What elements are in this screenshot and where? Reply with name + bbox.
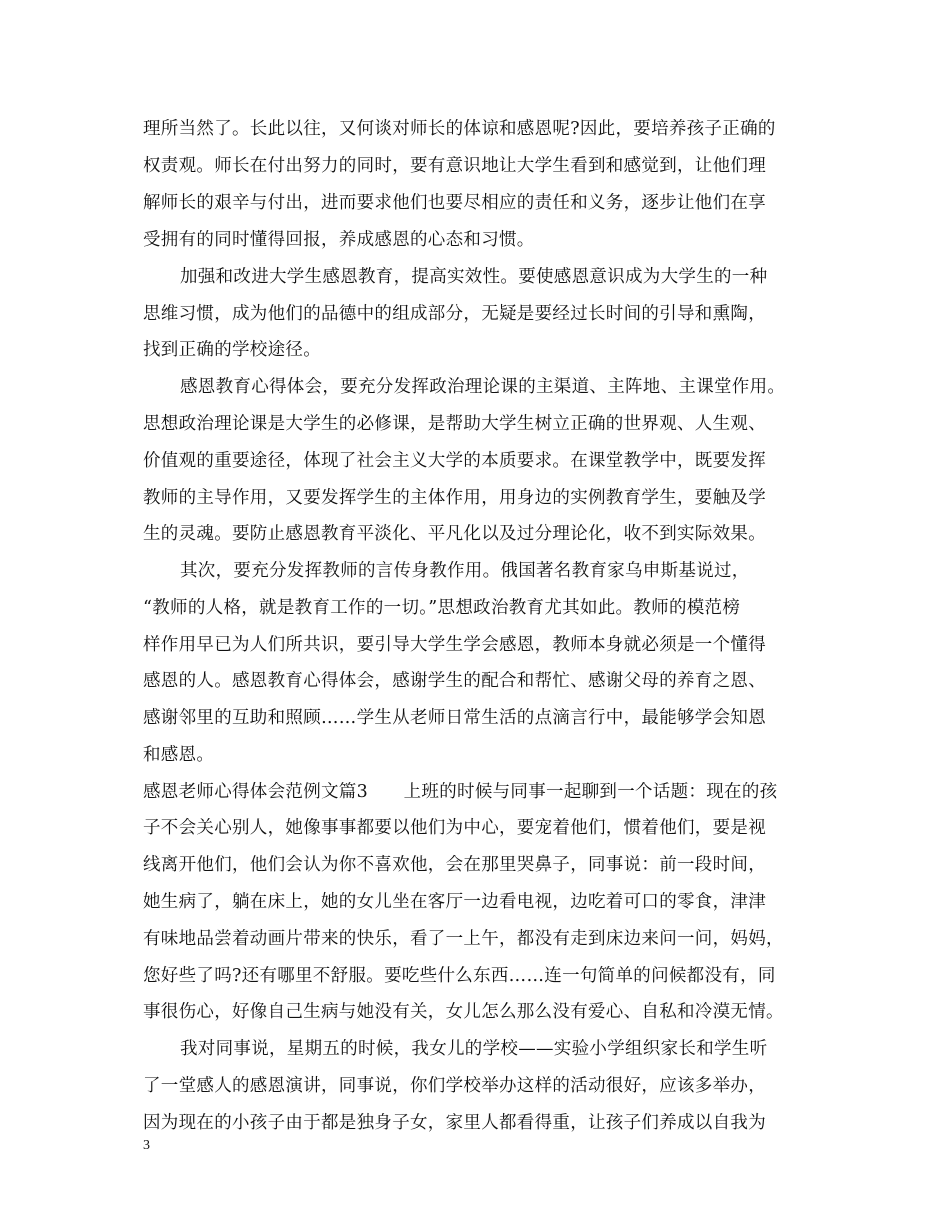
text-line: 找到正确的学校途径。 — [143, 340, 321, 360]
text-line: 我对同事说，星期五的时候，我女儿的学校——实验小学组织家长和学生听 — [180, 1039, 768, 1059]
text-line: 感恩的人。感恩教育心得体会，感谢学生的配合和帮忙、感谢父母的养育之恩、 — [143, 671, 766, 691]
text-line: 思想政治理论课是大学生的必修课，是帮助大学生树立正确的世界观、人生观、 — [143, 414, 766, 434]
text-line: 了一堂感人的感恩演讲，同事说，你们学校举办这样的活动很好，应该多举办， — [143, 1076, 766, 1096]
text-line: 感谢邻里的互助和照顾……学生从老师日常生活的点滴言行中，最能够学会知恩 — [143, 708, 766, 728]
text-line: 加强和改进大学生感恩教育，提高实效性。要使感恩意识成为大学生的一种 — [180, 267, 768, 287]
text-line: 思维习惯，成为他们的品德中的组成部分，无疑是要经过长时间的引导和熏陶， — [143, 304, 766, 324]
text-line: 权责观。师长在付出努力的同时，要有意识地让大学生看到和感觉到，让他们理 — [143, 156, 766, 176]
text-line: 事很伤心，好像自己生病与她没有关，女儿怎么那么没有爱心、自私和冷漠无情。 — [143, 1002, 784, 1022]
text-line: 因为现在的小孩子由于都是独身子女，家里人都看得重，让孩子们养成以自我为 — [143, 1113, 766, 1133]
text-line: 理所当然了。长此以往，又何谈对师长的体谅和感恩呢?因此，要培养孩子正确的 — [143, 119, 776, 139]
text-line: 和感恩。 — [143, 745, 215, 765]
text-line: 子不会关心别人，她像事事都要以他们为中心，要宠着他们，惯着他们，要是视 — [143, 818, 766, 838]
text-line: 她生病了，躺在床上，她的女儿坐在客厅一边看电视，边吃着可口的零食，津津 — [143, 892, 766, 912]
text-line: 感恩教育心得体会，要充分发挥政治理论课的主渠道、主阵地、主课堂作用。 — [180, 377, 786, 397]
text-line: 样作用早已为人们所共识，要引导大学生学会感恩，教师本身就必须是一个懂得 — [143, 635, 766, 655]
text-line: 感恩老师心得体会范例文篇3 上班的时候与同事一起聊到一个话题：现在的孩 — [143, 782, 778, 802]
page-number: 3 — [143, 1138, 150, 1153]
text-line: 生的灵魂。要防止感恩教育平淡化、平凡化以及过分理论化，收不到实际效果。 — [143, 524, 766, 544]
text-line: 价值观的重要途径，体现了社会主义大学的本质要求。在课堂教学中，既要发挥 — [143, 451, 766, 471]
text-line: 有味地品尝着动画片带来的快乐，看了一上午，都没有走到床边来问一问，妈妈， — [143, 929, 784, 949]
text-line: 受拥有的同时懂得回报，养成感恩的心态和习惯。 — [143, 230, 535, 250]
text-line: “教师的人格，就是教育工作的一切。”思想政治教育尤其如此。教师的模范榜 — [143, 598, 741, 618]
text-line: 解师长的艰辛与付出，进而要求他们也要尽相应的责任和义务，逐步让他们在享 — [143, 193, 766, 213]
text-line: 线离开他们，他们会认为你不喜欢他，会在那里哭鼻子，同事说：前一段时间， — [143, 855, 766, 875]
text-line: 教师的主导作用，又要发挥学生的主体作用，用身边的实例教育学生，要触及学 — [143, 488, 766, 508]
text-line: 其次，要充分发挥教师的言传身教作用。俄国著名教育家乌申斯基说过， — [180, 561, 750, 581]
text-line: 您好些了吗?还有哪里不舒服。要吃些什么东西……连一句简单的问候都没有，同 — [143, 966, 776, 986]
